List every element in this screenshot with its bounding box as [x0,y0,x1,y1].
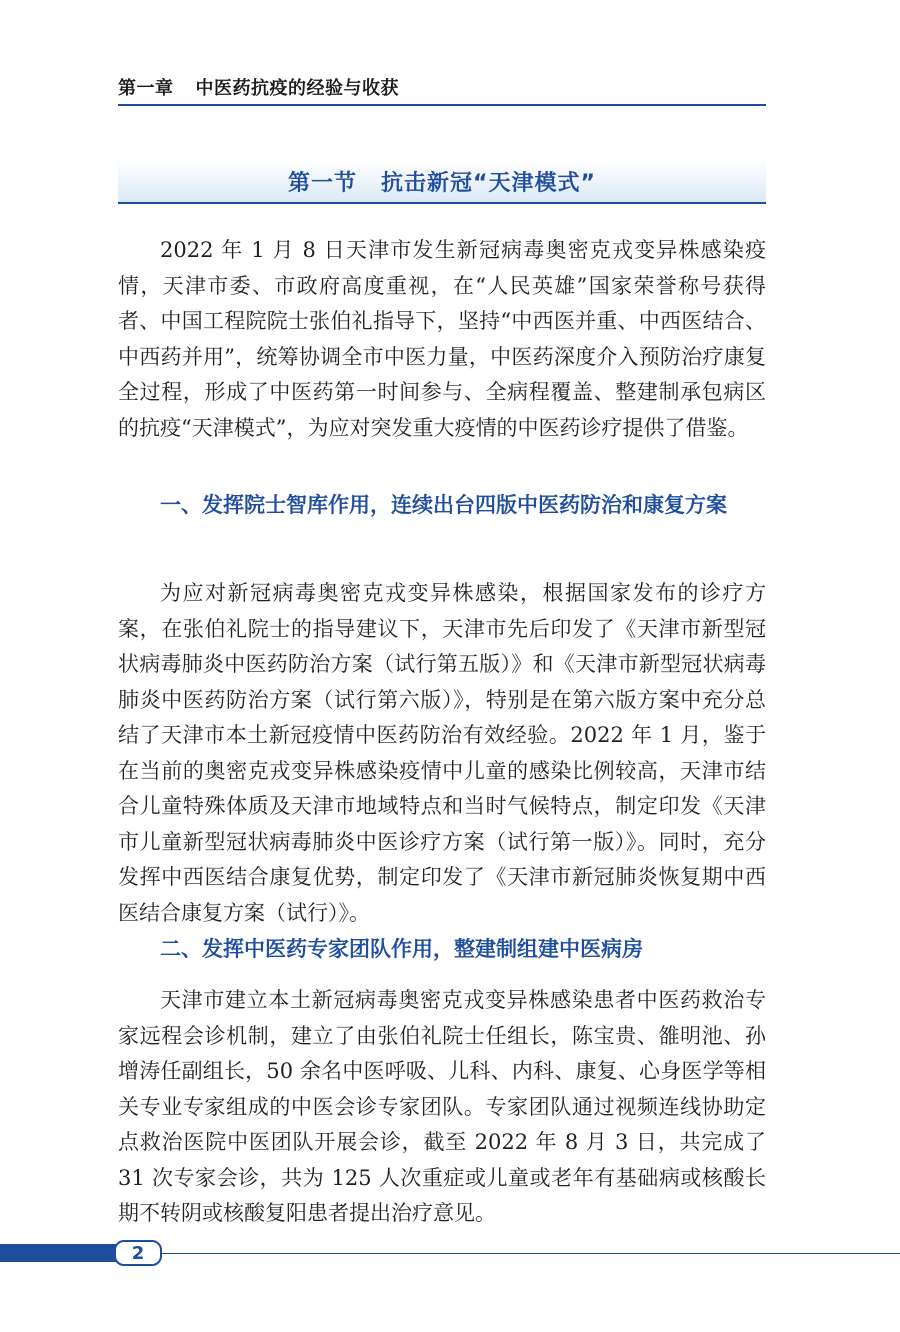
running-head [118,74,399,100]
paragraph-2: 天津市建立本土新冠病毒奥密克戎变异株感染患者中医药救治专家远程会诊机制，建立了由张伯礼院士任组长，陈宝贵、雒明池、孙增涛任副组长，50 余名中医呼吸、儿科、内科、康复、心身医学等相关专业专家组成的中医会诊专家团队。专家团队通过视频连线协助定点救治医院中医团队开展会诊，截至 2022 年 8 月 3 日，共完成了 31 次专家会诊，共为 125 人次重症或儿童或老年有基础病或核酸长期不转阴或核酸复阳患者提出治疗意见。 [118,988,766,1225]
page-number: 2 [114,1240,162,1266]
chapter-number: 第一章 [118,78,174,99]
paragraph-intro: 2022 年 1 月 8 日天津市发生新冠病毒奥密克戎变异株感染疫情，天津市委、市政府高度重视，在“人民英雄”国家荣誉称号获得者、中国工程院院士张伯礼指导下，坚持“中西医并重、中西医结合、中西药并用”，统筹协调全市中医力量，中医药深度介入预防治疗康复全过程，形成了中医药第一时间参与、全病程覆盖、整建制承包病区的抗疫“天津模式”，为应对突发重大疫情的中医药诊疗提供了借鉴。 [118,238,766,440]
paragraph-1: 为应对新冠病毒奥密克戎变异株感染，根据国家发布的诊疗方案，在张伯礼院士的指导建议下，天津市先后印发了《天津市新型冠状病毒肺炎中医药防治方案（试行第五版）》和《天津市新型冠状病毒肺炎中医药防治方案（试行第六版）》，特别是在第六版方案中充分总结了天津市本土新冠疫情中医药防治有效经验。2022 年 1 月，鉴于在当前的奥密克戎变异株感染疫情中儿童的感染比例较高，天津市结合儿童特殊体质及天津市地域特点和当时气候特点，制定印发《天津市儿童新型冠状病毒肺炎中医诊疗方案（试行第一版）》。同时，充分发挥中西医结合康复优势，制定印发了《天津市新冠肺炎恢复期中西医结合康复方案（试行）》。 [118,581,766,925]
section-heading [288,166,596,197]
subheading-2: 二、发挥中医药专家团队作用，整建制组建中医病房 [160,937,643,961]
section-number: 第一节 [288,170,358,196]
section-banner [118,160,766,204]
subheading-1: 一、发挥院士智库作用，连续出台四版中医药防治和康复方案 [160,493,727,517]
chapter-title: 中医药抗疫的经验与收获 [195,78,399,99]
header-rule [118,104,766,106]
section-title: 抗击新冠“天津模式” [381,170,596,196]
